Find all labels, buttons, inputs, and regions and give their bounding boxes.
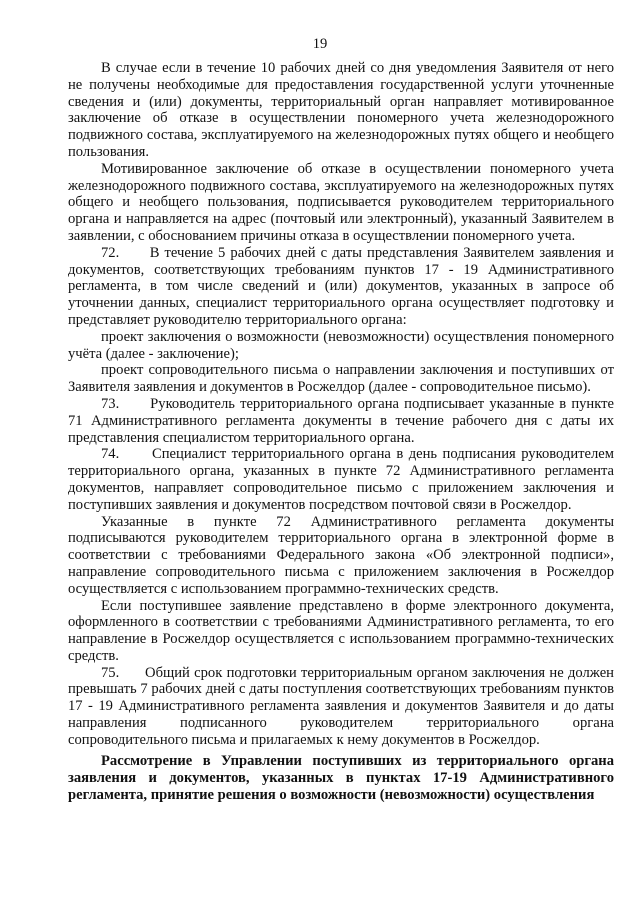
- document-body: [68, 60, 614, 804]
- page-number: 19: [312, 36, 328, 52]
- paragraph-draft-cover-letter: проект сопроводительного письма о направлении заключения и поступивших от Заявителя заявления и документов в Росжелдор (далее - сопроводительное письмо).: [68, 362, 614, 396]
- paragraph-electronic-signing: Указанные в пункте 72 Административного регламента документы подписываются руководителем территориального органа в электронной форме в соответствии с требованиями Федерального закона «Об электронной подписи», направление сопроводительного письма с приложением заключения в Росжелдор осуществляется с использованием программно-технических средств.: [68, 513, 614, 597]
- section-heading: Рассмотрение в Управлении поступивших из территориального органа заявления и документов, указанных в пунктах 17-19 Административного регламента, принятие решения о возможности (невозможности) осуществления: [68, 752, 614, 804]
- paragraph-item-75: 75. Общий срок подготовки территориальным органом заключения не должен превышать 7 рабочих дней с даты поступления соответствующих требованиям пунктов 17 - 19 Административного регламента заявления и документов Заявителя и до даты направления подписанного руководителем территориального органа сопроводительного письма и прилагаемых к нему документов в Росжелдор.: [68, 664, 614, 748]
- paragraph-refusal-notice: В случае если в течение 10 рабочих дней со дня уведомления Заявителя от него не получены необходимые для предоставления государственной услуги уточненные сведения и (или) документы, территориальный орган направляет мотивированное заключение об отказе в осуществлении пономерного учета железнодорожного подвижного состава, эксплуатируемого на железнодорожных путях общего и необщего пользования.: [68, 60, 614, 160]
- paragraph-refusal-signing: Мотивированное заключение об отказе в осуществлении пономерного учета железнодорожного подвижного состава, эксплуатируемого на железнодорожных путях общего и необщего пользования, подписывается руководителем территориального органа и направляется на адрес (почтовый или электронный), указанный Заявителем в заявлении, с обоснованием причины отказа в осуществлении пономерного учета.: [68, 160, 614, 244]
- paragraph-item-73: 73. Руководитель территориального органа подписывает указанные в пункте 71 Административного регламента документы в течение рабочего дня с даты их представления специалистом территориального органа.: [68, 395, 614, 446]
- paragraph-item-74: 74. Специалист территориального органа в день подписания руководителем территориального органа, указанных в пункте 72 Административного регламента документов, направляет сопроводительное письмо с приложением заключения и поступивших заявления и документов посредством почтовой связи в Росжелдор.: [68, 446, 614, 513]
- paragraph-draft-conclusion: проект заключения о возможности (невозможности) осуществления пономерного учёта (далее - заключение);: [68, 328, 614, 362]
- paragraph-item-72: 72. В течение 5 рабочих дней с даты представления Заявителем заявления и документов, соответствующих требованиям пунктов 17 - 19 Административного регламента, в том числе сведений и (или) документов, указанных в запросе об уточнении данных, специалист территориального органа осуществляет подготовку и представляет руководителю территориального органа:: [68, 244, 614, 328]
- paragraph-electronic-submission: Если поступившее заявление представлено в форме электронного документа, оформленного в соответствии с требованиями Административного регламента, то его направление в Росжелдор осуществляется с использованием программно-технических средств.: [68, 597, 614, 664]
